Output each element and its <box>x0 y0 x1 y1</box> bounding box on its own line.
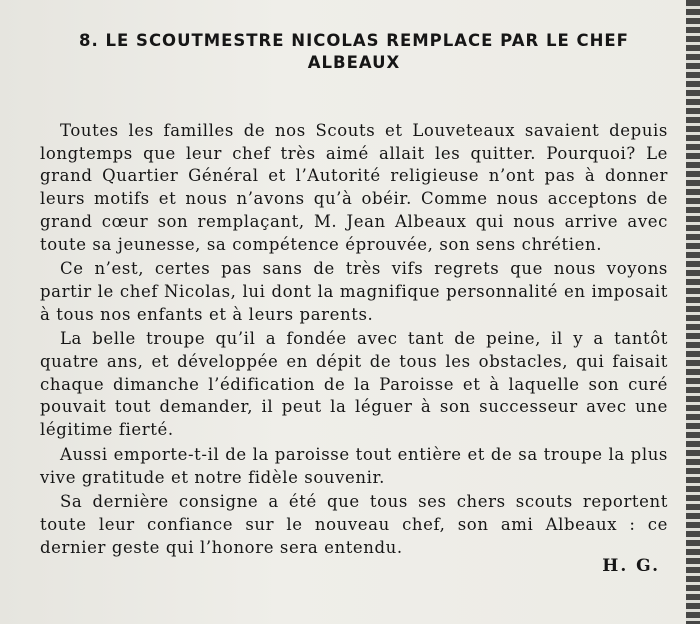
paragraph-4: Aussi emporte-t-il de la paroisse tout entière et de sa troupe la plus vive gratitude et notre fidèle souvenir. <box>40 444 668 487</box>
paragraph-3: La belle troupe qu’il a fondée avec tant de peine, il y a tantôt quatre ans, et développée en dépit de tous les obstacles, qui faisait chaque dimanche l’édification de la Paroisse et à laquelle son curé pouvait tout demander, il peut la léguer à son successeur avec une légitime fierté. <box>40 329 668 440</box>
article-body <box>40 120 668 559</box>
paragraph-2: Ce n’est, certes pas sans de très vifs regrets que nous voyons partir le chef Nicolas, lui dont la magnifique personnalité en imposait à tous nos enfants et à leurs parents. <box>40 259 668 324</box>
article-title: 8. LE SCOUTMESTRE NICOLAS REMPLACE PAR LE CHEF ALBEAUX <box>79 31 629 72</box>
paragraph-1: Toutes les familles de nos Scouts et Louveteaux savaient depuis longtemps que leur chef très aimé allait les quitter. Pourquoi? Le grand Quartier Général et l’Autorité religieuse n’ont pas à donner leurs motifs et nous n’avons qu’à obéir. Comme nous acceptons de grand cœur son remplaçant, M. Jean Albeaux qui nous arrive avec toute sa jeunesse, sa compétence éprouvée, son sens chrétien. <box>40 121 668 254</box>
author-signature: H. G. <box>602 556 660 576</box>
page-edge <box>686 0 700 624</box>
article <box>40 30 668 561</box>
paragraph-5: Sa dernière consigne a été que tous ses chers scouts reportent toute leur confiance sur le nouveau chef, son ami Albeaux : ce dernier geste qui l’honore sera entendu. <box>40 492 668 557</box>
